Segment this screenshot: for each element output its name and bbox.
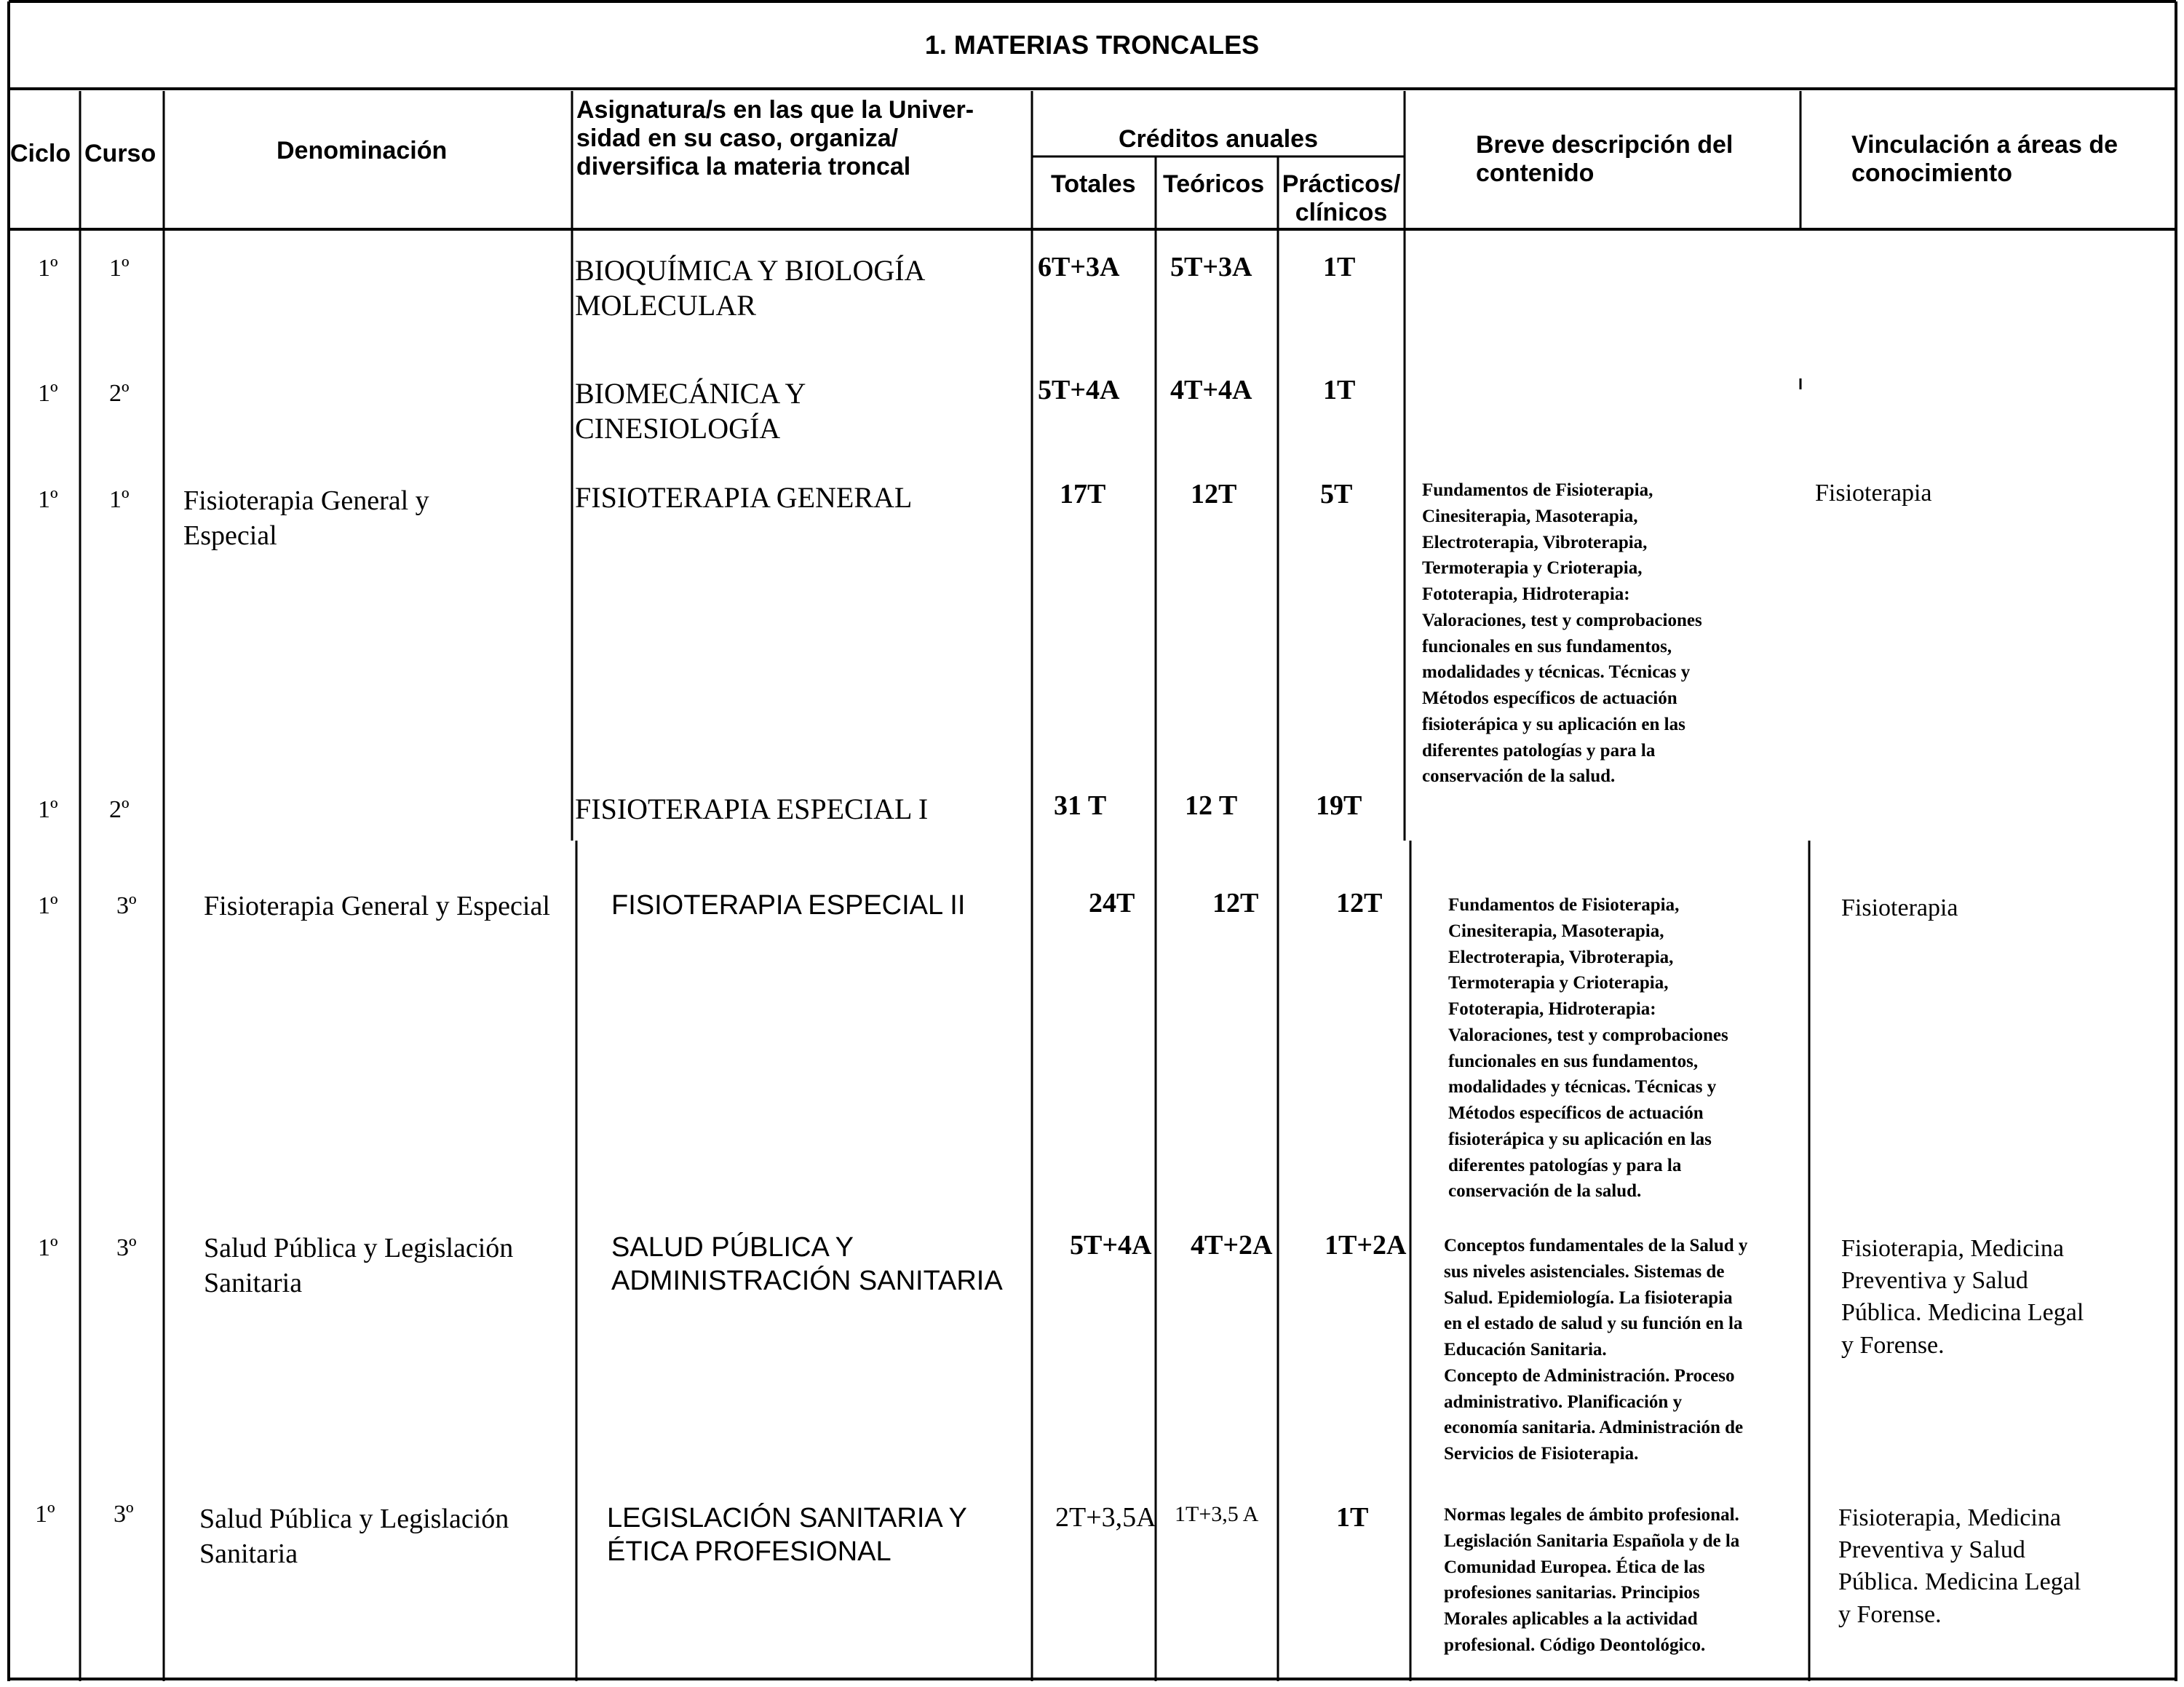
row6-descripcion: Conceptos fundamentales de la Salud y sus niveles asistenciales. Sistemas de Salud. Epidemiología. La fisioterapia en el estado de salud y su función en la Educación Sanitaria. Concepto de Administración. Proceso administrativo. Planificación y economía sanitaria. Administración de Servicios de Fisioterapia. — [1444, 1236, 1748, 1464]
row6-practicos: 1T+2A — [1325, 1230, 1407, 1261]
row3-ciclo: 1º — [38, 486, 58, 513]
row6-teoricos: 4T+2A — [1191, 1230, 1273, 1261]
row5-descripcion: Fundamentos de Fisioterapia, Cinesiterapia, Masoterapia, Electroterapia, Vibroterapia, Termoterapia y Crioterapia, Fototerapia, Hidroterapia: Valoraciones, test y comprobaciones funcionales en sus fundamentos, modalidades y técnicas. Técnicas y Métodos específicos de actuación fisioterápica y su aplicación en las diferentes patologías y para la conservación de la salud. — [1448, 895, 1728, 1202]
row3-practicos: 5T — [1320, 479, 1353, 509]
row2-ciclo: 1º — [38, 380, 58, 407]
row7-asignatura: LEGISLACIÓN SANITARIA Y ÉTICA PROFESIONAL — [607, 1503, 967, 1567]
row5-totales: 24T — [1089, 888, 1135, 918]
row7-ciclo: 1º — [35, 1501, 55, 1528]
row4-teoricos: 12 T — [1185, 790, 1238, 821]
row6-curso: 3º — [116, 1234, 137, 1261]
row5-curso: 3º — [116, 892, 137, 919]
row7-denominacion: Salud Pública y Legislación Sanitaria — [199, 1504, 509, 1569]
row2-asignatura: BIOMECÁNICA Y CINESIOLOGÍA — [575, 377, 806, 445]
row5-asignatura: FISIOTERAPIA ESPECIAL II — [611, 890, 966, 921]
row3-vinculacion: Fisioterapia — [1815, 480, 1932, 507]
row3-asignatura: FISIOTERAPIA GENERAL — [575, 481, 913, 514]
header-descripcion: Breve descripción del contenido — [1476, 131, 1734, 188]
row7-practicos: 1T — [1336, 1502, 1369, 1533]
row3-teoricos: 12T — [1191, 479, 1237, 509]
row1-practicos: 1T — [1323, 252, 1356, 282]
row6-totales: 5T+4A — [1070, 1230, 1152, 1261]
row1-curso: 1º — [109, 255, 130, 282]
header-teoricos: Teóricos — [1163, 170, 1265, 198]
row1-teoricos: 5T+3A — [1170, 252, 1252, 282]
row6-ciclo: 1º — [38, 1234, 58, 1261]
header-ciclo: Ciclo — [10, 140, 71, 167]
row7-descripcion: Normas legales de ámbito profesional. Legislación Sanitaria Española y de la Comunidad Europea. Ética de las profesiones sanitarias. Principios Morales aplicables a la actividad profesional. Código Deontológico. — [1444, 1505, 1740, 1655]
row2-totales: 5T+4A — [1038, 375, 1120, 405]
row5-vinculacion: Fisioterapia — [1841, 894, 1958, 921]
row3-descripcion: Fundamentos de Fisioterapia, Cinesiterapia, Masoterapia, Electroterapia, Vibroterapia, Termoterapia y Crioterapia, Fototerapia, Hidroterapia: Valoraciones, test y comprobaciones funcionales en sus fundamentos, modalidades y técnicas. Técnicas y Métodos específicos de actuación fisioterápica y su aplicación en las diferentes patologías y para la conservación de la salud. — [1422, 480, 1702, 787]
row4-asignatura: FISIOTERAPIA ESPECIAL I — [575, 793, 929, 825]
row4-ciclo: 1º — [38, 796, 58, 823]
row2-practicos: 1T — [1323, 375, 1356, 405]
header-creditos-anuales: Créditos anuales — [1119, 125, 1318, 153]
header-denominacion: Denominación — [277, 137, 448, 164]
row1-totales: 6T+3A — [1038, 252, 1120, 282]
row6-denominacion: Salud Pública y Legislación Sanitaria — [204, 1233, 514, 1298]
row7-vinculacion: Fisioterapia, Medicina Preventiva y Salud Pública. Medicina Legal y Forense. — [1838, 1504, 2081, 1628]
header-asignaturas: Asignatura/s en las que la Univer- sidad en su caso, organiza/ diversifica la materia troncal — [576, 96, 974, 181]
row3-totales: 17T — [1060, 479, 1106, 509]
header-practicos: Prácticos/ clínicos — [1282, 170, 1401, 227]
table-title: 1. MATERIAS TRONCALES — [924, 30, 1260, 60]
header-totales: Totales — [1051, 170, 1136, 198]
row2-teoricos: 4T+4A — [1170, 375, 1252, 405]
row5-denominacion: Fisioterapia General y Especial — [204, 891, 550, 921]
row1-asignatura: BIOQUÍMICA Y BIOLOGÍA MOLECULAR — [575, 254, 926, 322]
row1-ciclo: 1º — [38, 255, 58, 282]
row7-curso: 3º — [114, 1501, 134, 1528]
row5-practicos: 12T — [1336, 888, 1383, 918]
row7-teoricos: 1T+3,5 A — [1175, 1502, 1259, 1526]
row4-curso: 2º — [109, 796, 130, 823]
row5-ciclo: 1º — [38, 892, 58, 919]
header-curso: Curso — [84, 140, 156, 167]
row6-asignatura: SALUD PÚBLICA Y ADMINISTRACIÓN SANITARIA — [611, 1232, 1003, 1296]
row3-curso: 1º — [109, 486, 130, 513]
row4-practicos: 19T — [1316, 790, 1362, 821]
row6-vinculacion: Fisioterapia, Medicina Preventiva y Salud Pública. Medicina Legal y Forense. — [1841, 1235, 2084, 1359]
row3-denominacion: Fisioterapia General y Especial — [183, 485, 429, 551]
header-vinculacion: Vinculación a áreas de conocimiento — [1851, 131, 2118, 188]
row7-totales: 2T+3,5A — [1055, 1502, 1156, 1533]
row5-teoricos: 12T — [1212, 888, 1259, 918]
row4-totales: 31 T — [1054, 790, 1107, 821]
row2-curso: 2º — [109, 380, 130, 407]
